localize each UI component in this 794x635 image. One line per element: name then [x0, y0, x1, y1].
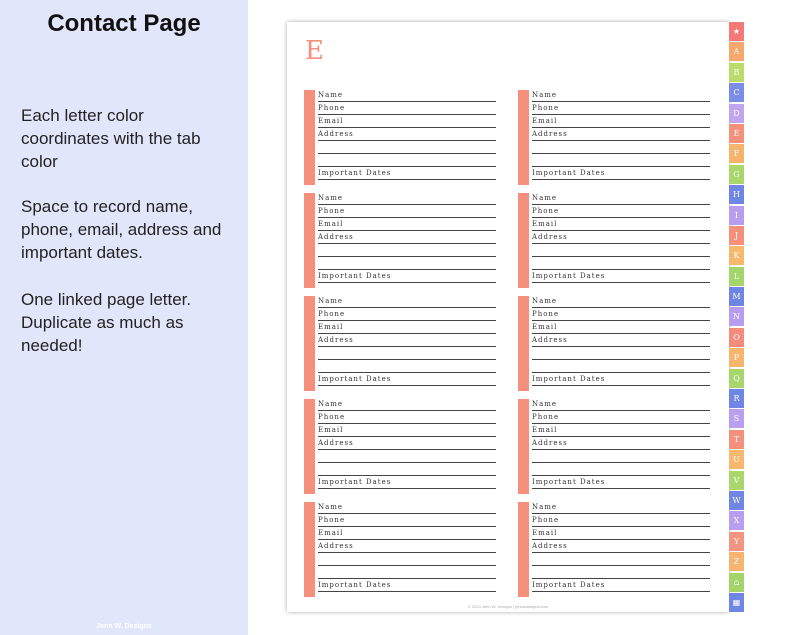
entry-color-bar — [518, 296, 529, 391]
tab-z[interactable]: Z — [729, 552, 744, 571]
page-footer: © 2023 Jenn W. Designs | jennwdesigns.com — [467, 604, 549, 609]
contact-entry — [304, 296, 496, 391]
tab-a[interactable]: A — [729, 42, 744, 61]
tab-home[interactable] — [729, 573, 744, 592]
tab-i[interactable]: I — [729, 206, 744, 225]
name-field[interactable]: Name — [318, 90, 496, 102]
address-line[interactable] — [318, 258, 496, 270]
contact-entry — [304, 399, 496, 494]
contact-entry — [304, 90, 496, 185]
email-field[interactable]: Email — [532, 116, 710, 128]
name-field[interactable]: Name — [532, 399, 710, 411]
address-field[interactable]: Address — [318, 129, 496, 141]
description-color: Each letter color coordinates with the tab color — [21, 106, 201, 171]
entry-color-bar — [518, 399, 529, 494]
tab-x[interactable]: X — [729, 511, 744, 530]
tab-favorites[interactable]: ★ — [729, 22, 744, 41]
address-line[interactable] — [532, 554, 710, 566]
address-line[interactable] — [318, 245, 496, 257]
contact-entry — [304, 502, 496, 597]
tab-j[interactable]: J — [729, 226, 744, 245]
address-line[interactable] — [532, 451, 710, 463]
address-line[interactable] — [318, 348, 496, 360]
entry-color-bar — [304, 193, 315, 288]
entry-color-bar — [304, 399, 315, 494]
name-field[interactable]: Name — [318, 296, 496, 308]
tab-f[interactable]: F — [729, 144, 744, 163]
address-line[interactable] — [318, 451, 496, 463]
dates-field[interactable]: Important Dates — [318, 477, 496, 489]
address-field[interactable]: Address — [532, 541, 710, 553]
panel-title: Contact Page — [47, 10, 201, 37]
dates-field[interactable]: Important Dates — [318, 374, 496, 386]
address-field[interactable]: Address — [318, 335, 496, 347]
phone-field[interactable]: Phone — [318, 412, 496, 424]
tab-g[interactable]: G — [729, 165, 744, 184]
phone-field[interactable]: Phone — [532, 103, 710, 115]
contact-entry — [518, 193, 710, 288]
phone-field[interactable]: Phone — [318, 206, 496, 218]
calendar-icon: ▦ — [732, 597, 741, 607]
contact-entry — [304, 193, 496, 288]
tab-l[interactable]: L — [729, 267, 744, 286]
brand-footer: Jenn W. Designs — [96, 623, 152, 630]
address-line[interactable] — [532, 464, 710, 476]
address-line[interactable] — [532, 155, 710, 167]
tab-n[interactable]: N — [729, 307, 744, 326]
entry-color-bar — [304, 502, 315, 597]
description-fields: Space to record name, phone, email, address and important dates. — [21, 197, 222, 262]
address-field[interactable]: Address — [532, 438, 710, 450]
tab-h[interactable]: H — [729, 185, 744, 204]
phone-field[interactable]: Phone — [318, 309, 496, 321]
tab-p[interactable]: P — [729, 348, 744, 367]
phone-field[interactable]: Phone — [318, 103, 496, 115]
tab-u[interactable]: U — [729, 450, 744, 469]
tab-t[interactable]: T — [729, 430, 744, 449]
tab-w[interactable]: W — [729, 491, 744, 510]
address-line[interactable] — [318, 567, 496, 579]
address-line[interactable] — [532, 361, 710, 373]
email-field[interactable]: Email — [532, 528, 710, 540]
contact-entry — [518, 399, 710, 494]
address-field[interactable]: Address — [532, 335, 710, 347]
address-field[interactable]: Address — [318, 541, 496, 553]
tab-q[interactable]: Q — [729, 369, 744, 388]
address-line[interactable] — [532, 567, 710, 579]
phone-field[interactable]: Phone — [532, 309, 710, 321]
dates-field[interactable]: Important Dates — [318, 580, 496, 592]
phone-field[interactable]: Phone — [532, 515, 710, 527]
email-field[interactable]: Email — [532, 322, 710, 334]
phone-field[interactable]: Phone — [532, 412, 710, 424]
entry-color-bar — [518, 90, 529, 185]
alphabet-tabs — [729, 22, 744, 613]
address-line[interactable] — [532, 245, 710, 257]
email-field[interactable]: Email — [318, 528, 496, 540]
email-field[interactable]: Email — [318, 219, 496, 231]
address-line[interactable] — [318, 142, 496, 154]
phone-field[interactable]: Phone — [532, 206, 710, 218]
address-field[interactable]: Address — [318, 232, 496, 244]
address-line[interactable] — [532, 142, 710, 154]
address-line[interactable] — [318, 464, 496, 476]
address-line[interactable] — [532, 258, 710, 270]
entry-color-bar — [518, 193, 529, 288]
tab-r[interactable]: R — [729, 389, 744, 408]
tab-m[interactable]: M — [729, 287, 744, 306]
description-panel — [0, 0, 248, 635]
name-field[interactable]: Name — [532, 193, 710, 205]
dates-field[interactable]: Important Dates — [532, 168, 710, 180]
dates-field[interactable]: Important Dates — [532, 477, 710, 489]
address-field[interactable]: Address — [532, 129, 710, 141]
address-line[interactable] — [318, 361, 496, 373]
tab-b[interactable]: B — [729, 63, 744, 82]
contact-entry — [518, 502, 710, 597]
address-field[interactable]: Address — [532, 232, 710, 244]
dates-field[interactable]: Important Dates — [532, 271, 710, 283]
address-field[interactable]: Address — [318, 438, 496, 450]
entry-color-bar — [304, 90, 315, 185]
email-field[interactable]: Email — [532, 219, 710, 231]
email-field[interactable]: Email — [532, 425, 710, 437]
email-field[interactable]: Email — [318, 116, 496, 128]
contact-entry — [518, 90, 710, 185]
tab-k[interactable]: K — [729, 246, 744, 265]
email-field[interactable]: Email — [318, 322, 496, 334]
address-line[interactable] — [318, 554, 496, 566]
tab-c[interactable]: C — [729, 83, 744, 102]
tab-v[interactable]: V — [729, 471, 744, 490]
home-icon: ⌂ — [733, 577, 740, 587]
tab-calendar[interactable] — [729, 593, 744, 612]
page-letter: E — [305, 36, 324, 66]
tab-e[interactable]: E — [729, 124, 744, 143]
entry-color-bar — [518, 502, 529, 597]
phone-field[interactable]: Phone — [318, 515, 496, 527]
contact-page — [287, 22, 729, 612]
email-field[interactable]: Email — [318, 425, 496, 437]
address-line[interactable] — [532, 348, 710, 360]
dates-field[interactable]: Important Dates — [318, 168, 496, 180]
contact-entry — [518, 296, 710, 391]
dates-field[interactable]: Important Dates — [532, 374, 710, 386]
tab-d[interactable]: D — [729, 104, 744, 123]
name-field[interactable]: Name — [318, 502, 496, 514]
name-field[interactable]: Name — [532, 502, 710, 514]
name-field[interactable]: Name — [318, 399, 496, 411]
address-line[interactable] — [318, 155, 496, 167]
name-field[interactable]: Name — [318, 193, 496, 205]
dates-field[interactable]: Important Dates — [318, 271, 496, 283]
tab-s[interactable]: S — [729, 409, 744, 428]
tab-y[interactable]: Y — [729, 532, 744, 551]
tab-o[interactable]: O — [729, 328, 744, 347]
entry-color-bar — [304, 296, 315, 391]
name-field[interactable]: Name — [532, 296, 710, 308]
name-field[interactable]: Name — [532, 90, 710, 102]
dates-field[interactable]: Important Dates — [532, 580, 710, 592]
description-duplicate: One linked page letter. Duplicate as much as needed! — [21, 290, 192, 355]
